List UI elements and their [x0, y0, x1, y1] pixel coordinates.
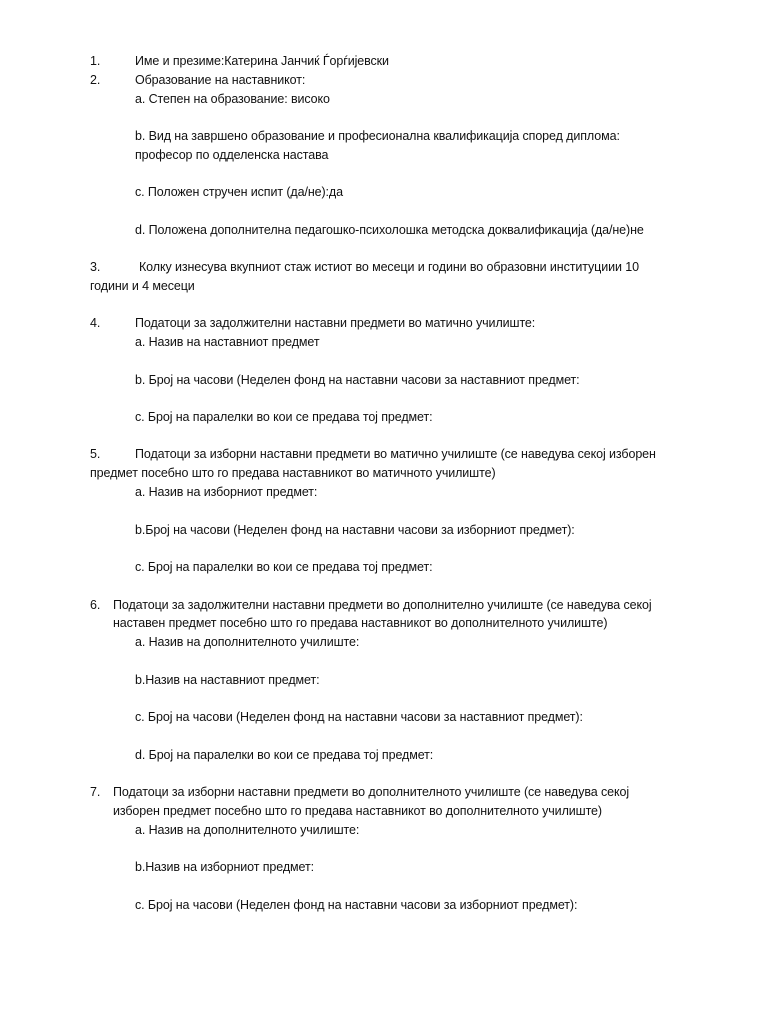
item-7-number: 7. [90, 785, 101, 799]
item-6-sub-d: d. Број на паралелки во кои се предава тој предмет: [135, 748, 434, 762]
item-5-sub-b: b.Број на часови (Неделен фонд на наставни часови за изборниот предмет): [135, 523, 575, 537]
item-3-line2: години и 4 месеци [90, 279, 195, 293]
item-5-line1: Податоци за изборни наставни предмети во матично училиште (се наведува секој изборен [135, 447, 656, 461]
item-1-number: 1. [90, 54, 101, 68]
item-5-sub-c: c. Број на паралелки во кои се предава тој предмет: [135, 560, 433, 574]
item-2-number: 2. [90, 73, 101, 87]
item-2-sub-b-line2: професор по одделенска настава [135, 148, 329, 162]
item-6-line1: Податоци за задолжителни наставни предмети во дополнително училиште (се наведува секој [113, 598, 652, 612]
item-7-sub-a: a. Назив на дополнителното училиште: [135, 823, 360, 837]
item-6-number: 6. [90, 598, 101, 612]
item-3-number: 3. [90, 260, 101, 274]
item-4-sub-c: c. Број на паралелки во кои се предава тој предмет: [135, 410, 433, 424]
item-7-line1: Податоци за изборни наставни предмети во дополнителното училиште (се наведува секој [113, 785, 630, 799]
item-4-sub-b: b. Број на часови (Неделен фонд на наставни часови за наставниот предмет: [135, 373, 580, 387]
item-6-sub-b: b.Назив на наставниот предмет: [135, 673, 320, 687]
item-7-sub-c: c. Број на часови (Неделен фонд на наставни часови за изборниот предмет): [135, 898, 578, 912]
item-7-line2: изборен предмет посебно што го предава наставникот во дополнителното училиште) [113, 804, 602, 818]
item-6-line2: наставен предмет посебно што го предава наставникот во дополнителното училиште) [113, 616, 608, 630]
item-4-heading: Податоци за задолжителни наставни предмети во матично училиште: [135, 316, 536, 330]
item-4-number: 4. [90, 316, 101, 330]
item-6-sub-a: a. Назив на дополнителното училиште: [135, 635, 360, 649]
item-4-sub-a: a. Назив на наставниот предмет [135, 335, 320, 349]
item-3-line1: Колку изнесува вкупниот стаж истиот во месеци и години во образовни институциии 10 [139, 260, 639, 274]
item-6-sub-c: c. Број на часови (Неделен фонд на наставни часови за наставниот предмет): [135, 710, 583, 724]
item-2-sub-c: c. Положен стручен испит (да/не):да [135, 185, 343, 199]
item-7-sub-b: b.Назив на изборниот предмет: [135, 860, 314, 874]
item-2-sub-a: a. Степен на образование: високо [135, 92, 330, 106]
item-1-name-line: Име и презиме:Катерина Јанчиќ Ѓорѓијевски [135, 54, 389, 68]
item-5-line2: предмет посебно што го предава наставникот во матичното училиште) [90, 466, 496, 480]
item-2-sub-d: d. Положена дополнителна педагошко-психолошка методска доквалификација (да/не)не [135, 223, 644, 237]
item-5-number: 5. [90, 447, 101, 461]
item-5-sub-a: a. Назив на изборниот предмет: [135, 485, 318, 499]
item-2-sub-b-line1: b. Вид на завршено образование и професионална квалификација според диплома: [135, 129, 620, 143]
item-2-heading: Образование на наставникот: [135, 73, 306, 87]
